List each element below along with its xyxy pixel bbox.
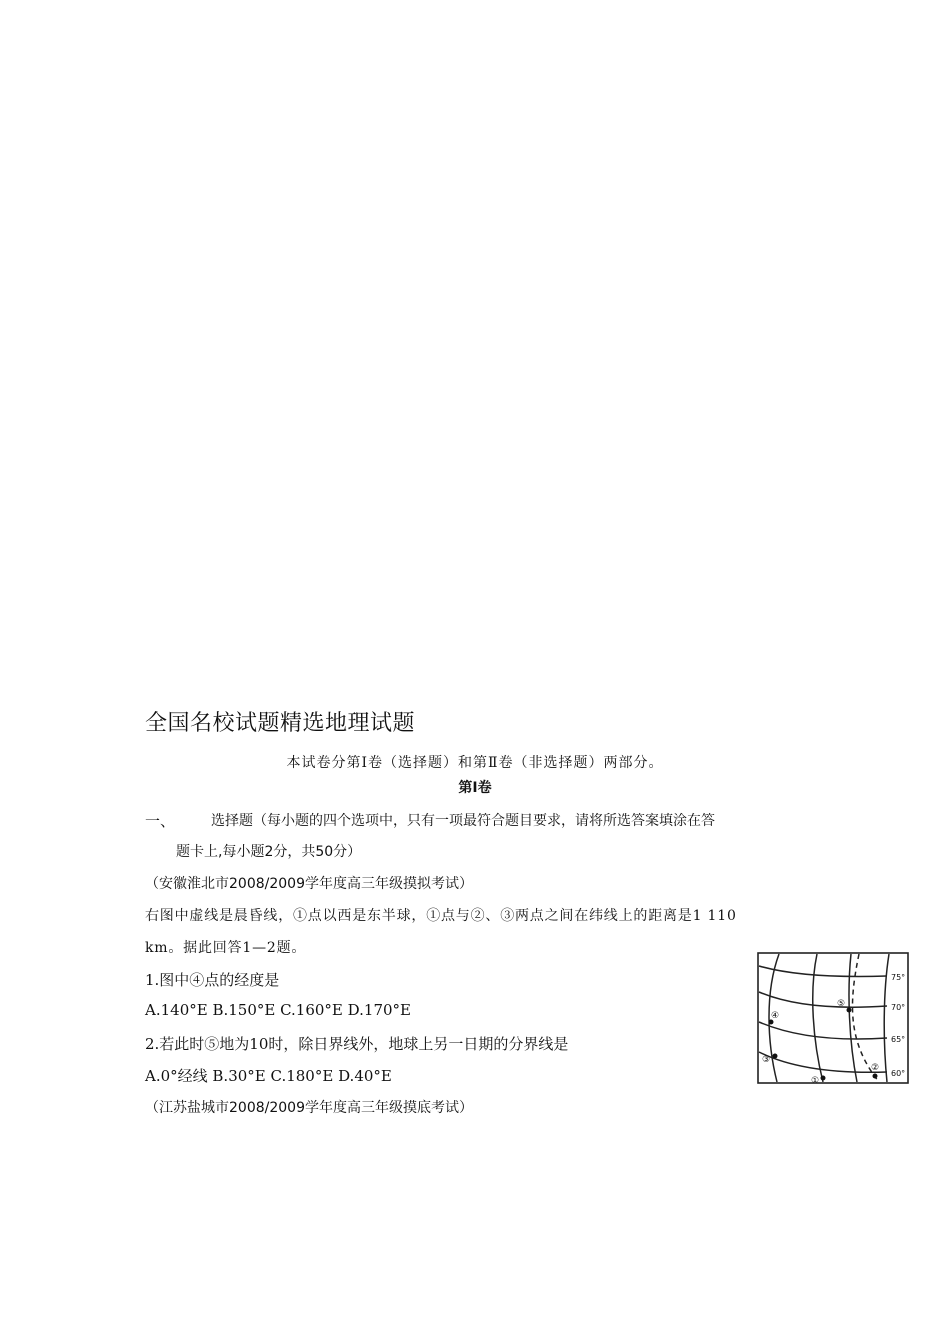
point-label-4: ④ bbox=[771, 1011, 780, 1021]
paper-subtitle: 本试卷分第Ⅰ卷（选择题）和第Ⅱ卷（非选择题）两部分。 bbox=[286, 755, 664, 771]
lat-label-70: 70° bbox=[891, 1003, 906, 1012]
point-2-marker bbox=[873, 1074, 878, 1079]
intro-line1: 右图中虚线是晨昏线，①点以西是东半球，①点与②、③两点之间在纬线上的距离是1 110 bbox=[145, 908, 737, 924]
lat-label-75: 75° bbox=[891, 973, 906, 982]
point-label-1: ① bbox=[811, 1076, 820, 1084]
point-3-marker bbox=[773, 1054, 778, 1059]
point-label-5: ⑤ bbox=[837, 999, 846, 1009]
question-2: 2.若此时⑤地为10时，除日界线外，地球上另一日期的分界线是 bbox=[145, 1035, 569, 1053]
source-note-1: （安徽淮北市2008/2009学年度高三年级摸拟考试） bbox=[145, 876, 473, 892]
document-title: 全国名校试题精选地理试题 bbox=[145, 711, 416, 736]
section-heading-line2: 题卡上,每小题2分，共50分） bbox=[176, 844, 362, 860]
section-number: 一、 bbox=[145, 812, 176, 830]
terminator-map-figure bbox=[757, 952, 909, 1084]
lat-label-60: 60° bbox=[891, 1069, 906, 1078]
intro-line2: km。据此回答1—2题。 bbox=[145, 940, 307, 956]
question-1: 1.图中④点的经度是 bbox=[145, 971, 280, 989]
point-5-marker bbox=[847, 1008, 852, 1013]
lat-label-65: 65° bbox=[891, 1035, 906, 1044]
point-label-2: ② bbox=[871, 1063, 880, 1073]
section-heading-line1: 选择题（每小题的四个选项中，只有一项最符合题目要求，请将所选答案填涂在答 bbox=[211, 813, 715, 829]
volume-label: 第Ⅰ卷 bbox=[458, 780, 492, 796]
question-2-options: A.0°经线 B.30°E C.180°E D.40°E bbox=[145, 1067, 392, 1085]
source-note-2: （江苏盐城市2008/2009学年度高三年级摸底考试） bbox=[145, 1100, 473, 1116]
point-label-3: ③ bbox=[762, 1055, 771, 1065]
point-1-marker bbox=[821, 1076, 826, 1081]
question-1-options: A.140°E B.150°E C.160°E D.170°E bbox=[145, 1001, 411, 1019]
